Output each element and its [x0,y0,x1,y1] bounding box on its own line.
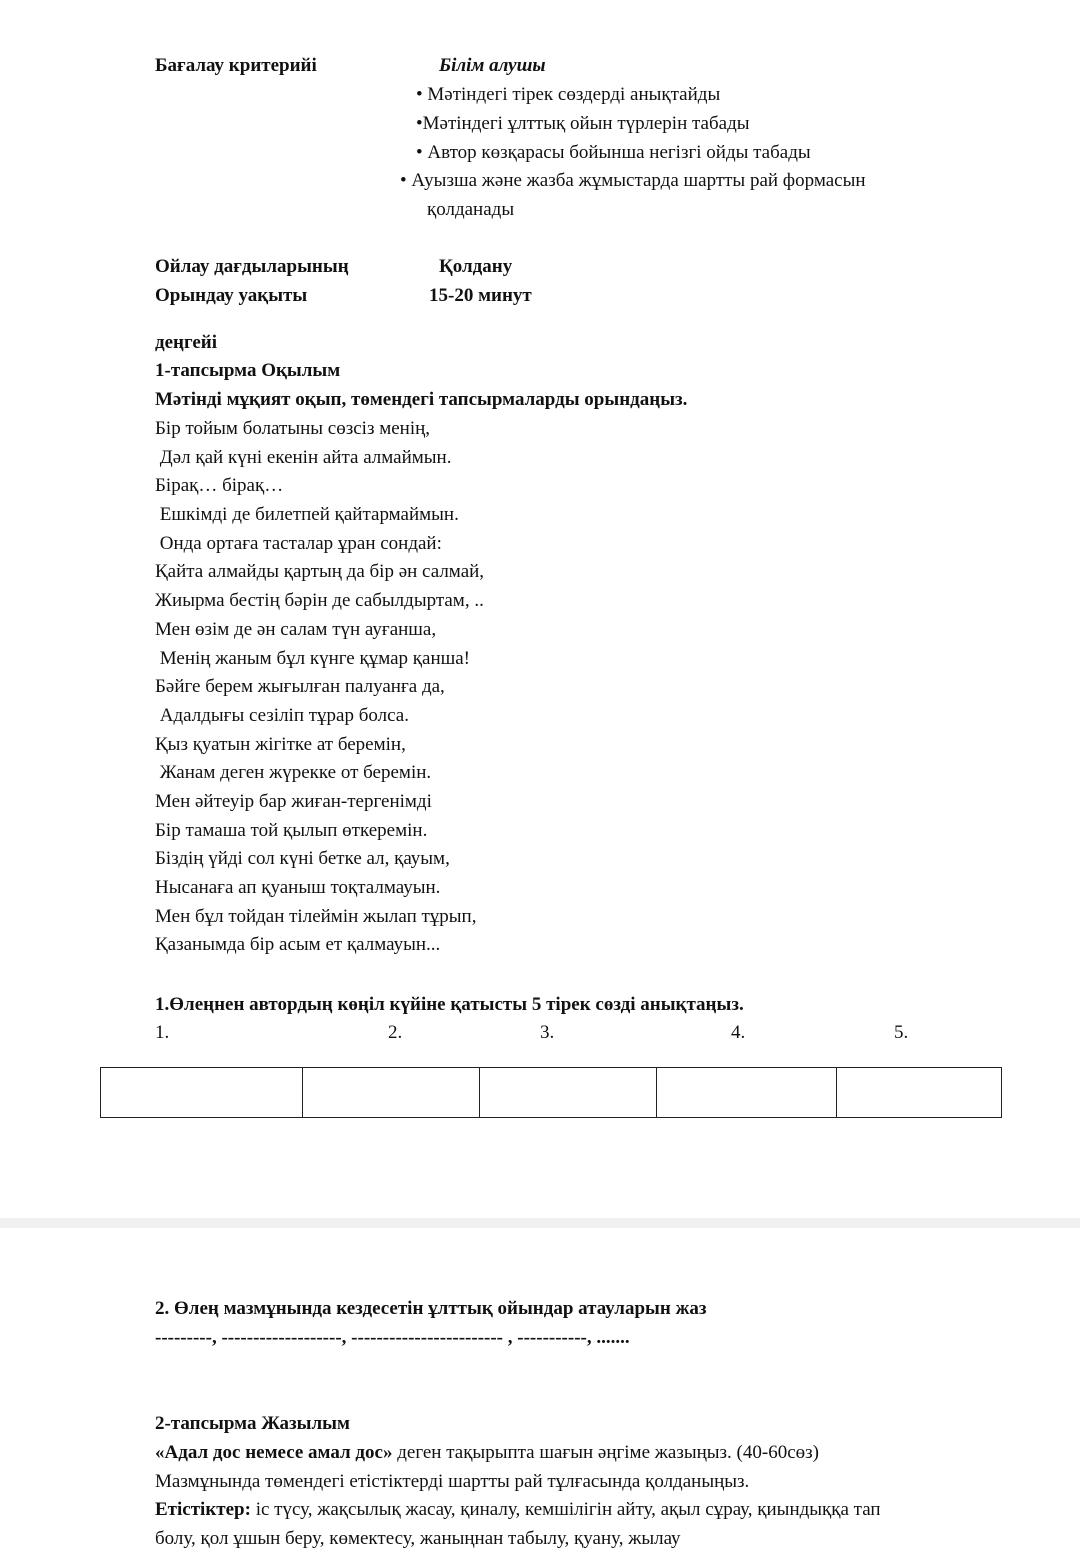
time-value: 15-20 минут [429,285,532,306]
criteria-label: Бағалау критерийі [155,55,317,76]
poem-line: Мен өзім де ән салам түн ауғанша, [155,618,437,640]
answer-blanks: ---------, -------------------, ------------------------ , -----------, ....... [155,1327,630,1348]
poem-line: Менің жаным бұл күнге құмар қанша! [155,647,471,669]
task2-topic-title: «Адал дос немесе амал дос» [155,1442,393,1463]
poem-line: Жиырма бестің бәрін де сабылдыртам, .. [155,590,484,612]
poem-line: Мен бұл тойдан тілеймін жылап тұрып, [155,905,477,927]
task2-verbs [155,1496,881,1525]
poem-line: Мен әйтеуір бар жиған-тергенімді [155,790,432,812]
criteria-heading: Білім алушы [439,55,546,76]
criteria-item: •Мәтіндегі ұлттық ойын түрлерін табады [416,113,750,134]
task2-line2: Мазмұнында төмендегі етістіктерді шартты рай тұлғасында қолданыңыз. [155,1471,750,1492]
criteria-item: • Мәтіндегі тірек сөздерді анықтайды [416,84,721,105]
answer-cell-3[interactable] [480,1068,657,1118]
answer-number: 1. [155,1022,170,1043]
answer-cell-1[interactable] [101,1068,303,1118]
poem-line: Бір тойым болатыны сөзсіз менің, [155,418,431,439]
verbs-list: іс түсу, жақсылық жасау, қиналу, кемшілігін айту, ақыл сұрау, қиындыққа тап [250,1499,881,1520]
poem-line: Ешкімді де билетпей қайтармаймын. [155,504,459,526]
thinking-value: Қолдану [439,256,513,277]
answer-table [100,1067,1002,1118]
answer-row [101,1068,1002,1118]
answer-number: 5. [894,1022,909,1043]
poem [155,415,484,960]
poem-line: Қайта алмайды қартың да бір ән салмай, [155,561,485,583]
poem-line: Біздің үйді сол күні бетке ал, қауым, [155,848,450,870]
poem-line: Бір тамаша той қылып өткеремін. [155,819,428,841]
answer-number: 2. [388,1022,403,1043]
task2-title: 2-тапсырма Жазылым [155,1413,350,1434]
poem-line: Онда ортаға тасталар ұран сондай: [155,532,442,554]
answer-number: 3. [540,1022,555,1043]
poem-line: Қыз қуатын жігітке ат беремін, [155,733,406,755]
poem-line: Нысанаға ап қуаныш тоқталмауын. [155,877,441,898]
task1-title: 1-тапсырма Оқылым [155,360,341,381]
time-label: Орындау уақыты [155,285,308,306]
page-separator [0,1218,1080,1228]
thinking-label-continuation: деңгейі [155,332,218,353]
answer-cell-5[interactable] [837,1068,1002,1118]
answer-number: 4. [731,1022,746,1043]
poem-line: Бәйге берем жығылған палуанға да, [155,676,445,698]
poem-line: Жанам деген жүрекке от беремін. [155,762,432,784]
poem-line: Қазанымда бір асым ет қалмауын... [155,934,441,956]
answer-cell-2[interactable] [303,1068,480,1118]
criteria-item: • Ауызша және жазба жұмыстарда шартты рай формасын [400,170,866,191]
poem-line: Адалдығы сезіліп тұрар болса. [155,704,409,726]
task2-topic [155,1439,819,1468]
poem-line: Бірақ… бірақ… [155,475,284,497]
thinking-label: Ойлау дағдыларының [155,256,349,277]
verbs-label: Етістіктер: [155,1499,251,1520]
criteria-item: • Автор көзқарасы бойынша негізгі ойды табады [416,142,811,163]
question-2: 2. Өлең мазмұнында кездесетін ұлттық ойындар атауларын жаз [155,1298,707,1319]
task1-instruction: Мәтінді мұқият оқып, төмендегі тапсырмаларды орындаңыз. [155,389,688,410]
task2-topic-rest: деген тақырыпта шағын әңгіме жазыңыз. (40-60сөз) [392,1442,819,1463]
task2-verbs-continuation: болу, қол ұшын беру, көмектесу, жаныңнан табылу, қуану, жылау [155,1528,681,1549]
poem-line: Дәл қай күні екенін айта алмаймын. [155,446,452,468]
criteria-item-continuation: қолданады [427,199,515,220]
question-1: 1.Өлеңнен автордың көңіл күйіне қатысты 5 тірек сөзді анықтаңыз. [155,994,744,1015]
answer-cell-4[interactable] [657,1068,837,1118]
